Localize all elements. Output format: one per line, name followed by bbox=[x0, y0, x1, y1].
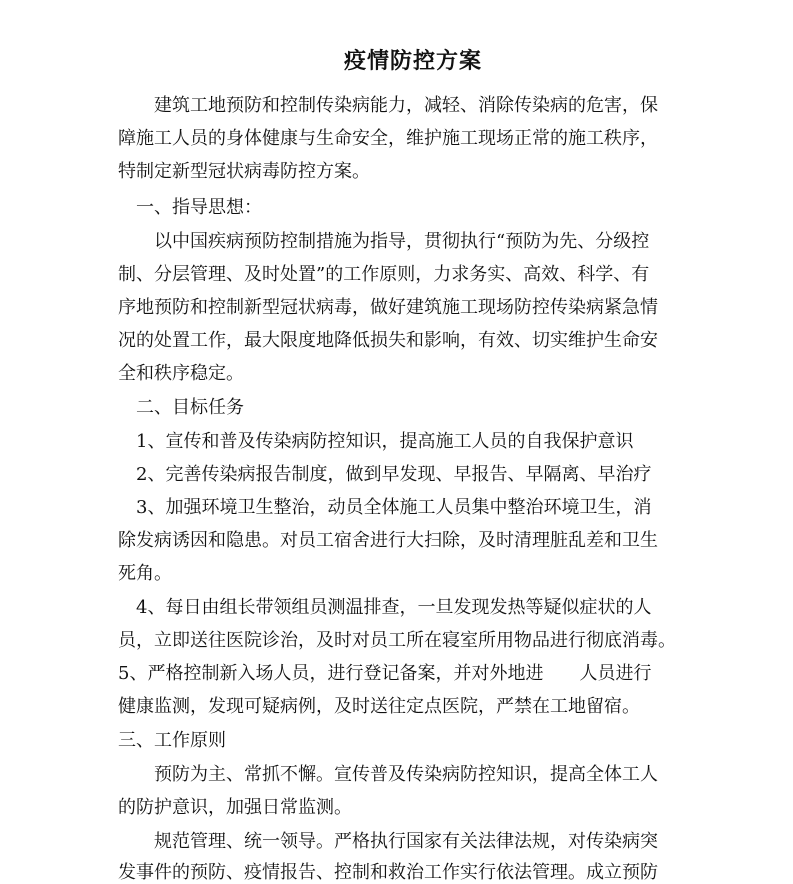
paragraph-line: 规范管理、统一领导。严格执行国家有关法律法规，对传染病突 bbox=[154, 831, 658, 852]
paragraph-line: 序地预防和控制新型冠状病毒，做好建筑施工现场防控传染病紧急情 bbox=[118, 297, 658, 318]
section-heading: 一、指导思想： bbox=[136, 197, 262, 218]
paragraph-line: 发事件的预防、疫情报告、控制和救治工作实行依法管理。成立预防 bbox=[118, 862, 658, 883]
list-item: 3、加强环境卫生整治，动员全体施工人员集中整治环境卫生，消 bbox=[136, 497, 652, 518]
paragraph-line: 制、分层管理、及时处置”的工作原则，力求务实、高效、科学、有 bbox=[118, 264, 650, 285]
paragraph-line: 员，立即送往医院诊治，及时对员工所在寝室所用物品进行彻底消毒。 bbox=[118, 630, 676, 651]
paragraph-line: 除发病诱因和隐患。对员工宿舍进行大扫除，及时清理脏乱差和卫生 bbox=[118, 530, 658, 551]
list-item: 1、宣传和普及传染病防控知识，提高施工人员的自我保护意识 bbox=[136, 431, 634, 452]
list-item: 4、每日由组长带领组员测温排查，一旦发现发热等疑似症状的人 bbox=[136, 597, 652, 618]
paragraph-line: 死角。 bbox=[118, 563, 172, 584]
list-item: 5、严格控制新入场人员，进行登记备案，并对外地进 人员进行 bbox=[118, 663, 652, 684]
paragraph-line: 以中国疾病预防控制措施为指导，贯彻执行“预防为先、分级控 bbox=[154, 231, 650, 252]
list-item: 2、完善传染病报告制度，做到早发现、早报告、早隔离、早治疗 bbox=[136, 464, 652, 485]
paragraph-line: 全和秩序稳定。 bbox=[118, 363, 244, 384]
section-heading: 二、目标任务 bbox=[136, 397, 244, 418]
section-heading: 三、工作原则 bbox=[118, 730, 226, 751]
paragraph-line: 况的处置工作，最大限度地降低损失和影响，有效、切实维护生命安 bbox=[118, 330, 658, 351]
paragraph-line: 预防为主、常抓不懈。宣传普及传染病防控知识，提高全体工人 bbox=[154, 764, 658, 785]
paragraph-line: 障施工人员的身体健康与生命安全，维护施工现场正常的施工秩序， bbox=[118, 128, 658, 149]
paragraph-line: 特制定新型冠状病毒防控方案。 bbox=[118, 161, 370, 182]
paragraph-line: 的防护意识，加强日常监测。 bbox=[118, 797, 352, 818]
paragraph-line: 建筑工地预防和控制传染病能力，减轻、消除传染病的危害，保 bbox=[154, 95, 658, 116]
paragraph-line: 健康监测，发现可疑病例，及时送往定点医院，严禁在工地留宿。 bbox=[118, 696, 640, 717]
document-title: 疫情防控方案 bbox=[343, 49, 482, 74]
